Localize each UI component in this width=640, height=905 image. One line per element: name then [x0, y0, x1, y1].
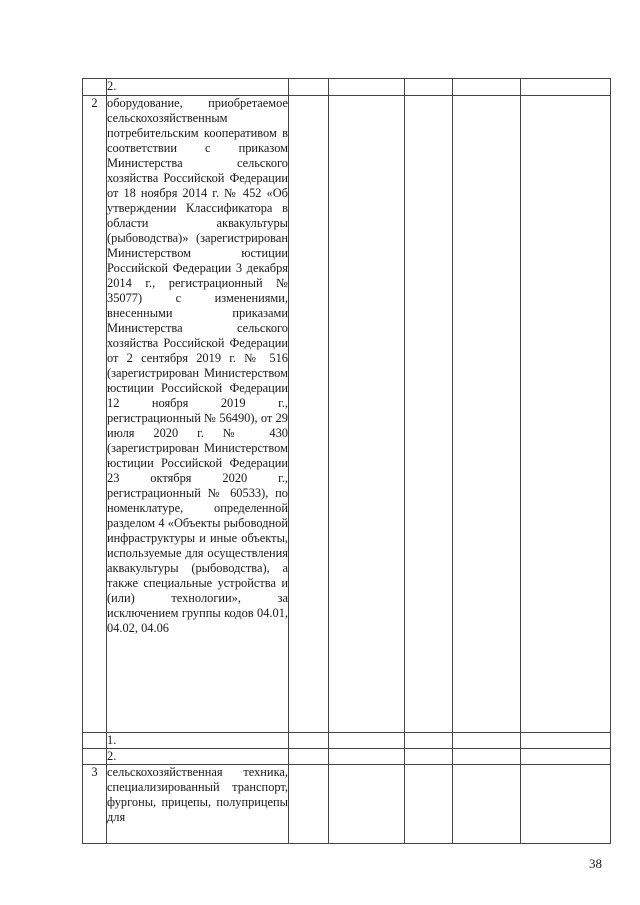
data-table — [82, 78, 611, 844]
table-cell — [521, 749, 611, 765]
row-text: 2. — [107, 749, 289, 765]
table-cell — [521, 96, 611, 733]
table-cell — [521, 765, 611, 844]
table-cell — [289, 765, 329, 844]
table-cell — [405, 749, 453, 765]
table-cell — [521, 733, 611, 749]
page-number: 38 — [589, 856, 602, 871]
row-number — [83, 79, 107, 96]
table-cell — [405, 733, 453, 749]
table-row — [83, 96, 611, 733]
row-number: 3 — [83, 765, 107, 844]
table-cell — [289, 96, 329, 733]
table-cell — [329, 749, 405, 765]
table-cell — [453, 765, 521, 844]
table-cell — [329, 765, 405, 844]
table-cell — [289, 79, 329, 96]
table-cell — [289, 733, 329, 749]
row-text: 1. — [107, 733, 289, 749]
table-cell — [405, 765, 453, 844]
table-cell — [453, 79, 521, 96]
row-text: сельскохозяйственная техника, специализированный транспорт, фургоны, прицепы, полуприцепы для — [107, 765, 289, 844]
table-row — [83, 79, 611, 96]
row-text: оборудование, приобретаемое сельскохозяйственным потребительским кооперативом в соответствии с приказом Министерства сельского хозяйства Российской Федерации от 18 ноября 2014 г. № 452 «Об утверждении Классификатора в области аквакультуры (рыбоводства)» (зарегистрирован Министерством юстиции Российской Федерации 3 декабря 2014 г., регистрационный № 35077) с изменениями, внесенными приказами Министерства сельского хозяйства Российской Федерации от 2 сентября 2019 г. № 516 (зарегистрирован Министерством юстиции Российской Федерации 12 ноября 2019 г., регистрационный № 56490), от 29 июля 2020 г. № 430 (зарегистрирован Министерством юстиции Российской Федерации 23 октября 2020 г., регистрационный № 60533), по номенклатуре, определенной разделом 4 «Объекты рыбоводной инфраструктуры и иные объекты, используемые для осуществления аквакультуры (рыбоводства), а также специальные устройства и (или) технологии», за исключением группы кодов 04.01, 04.02, 04.06 — [107, 96, 289, 733]
table-cell — [329, 79, 405, 96]
table-cell — [329, 733, 405, 749]
table-row — [83, 765, 611, 844]
table-cell — [453, 96, 521, 733]
row-text: 2. — [107, 79, 289, 96]
table-cell — [521, 79, 611, 96]
table-cell — [289, 749, 329, 765]
table-cell — [453, 733, 521, 749]
row-number — [83, 749, 107, 765]
table-cell — [329, 96, 405, 733]
table-cell — [453, 749, 521, 765]
table-row — [83, 749, 611, 765]
row-number: 2 — [83, 96, 107, 733]
table-row — [83, 733, 611, 749]
table-cell — [405, 96, 453, 733]
row-number — [83, 733, 107, 749]
table-cell — [405, 79, 453, 96]
